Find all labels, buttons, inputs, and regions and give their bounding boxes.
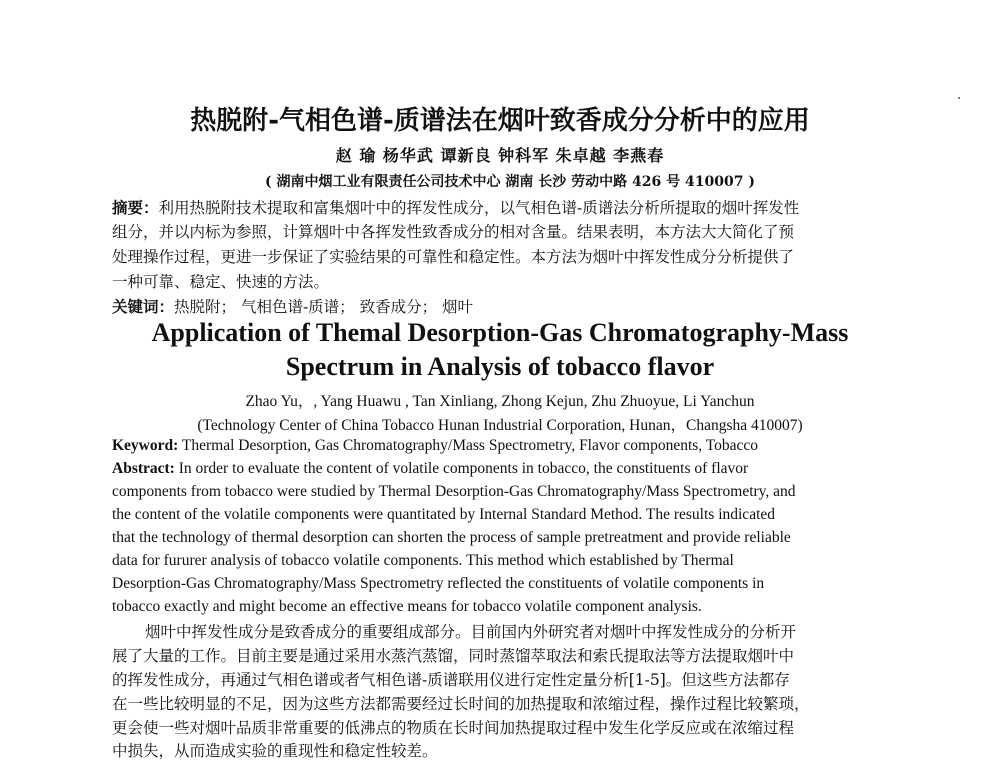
en-affiliation: (Technology Center of China Tobacco Hunan Industrial Corporation, Hunan，Changsha 410007) <box>197 417 803 434</box>
body-line: 中损失，从而造成实验的重现性和稳定性较差。 <box>112 742 438 760</box>
en-abstract-line: Desorption-Gas Chromatography/Mass Spectrometry reflected the constituents of volatile components in <box>112 575 765 592</box>
en-keywords: Thermal Desorption, Gas Chromatography/Mass Spectrometry, Flavor components, Tobacco <box>178 437 759 454</box>
cn-abstract-line: 一种可靠、稳定、快速的方法。 <box>112 273 330 291</box>
en-abstract-line: components from tobacco were studied by Thermal Desorption-Gas Chromatography/Mass Spectrometry, and <box>112 483 796 500</box>
body-line: 在一些比较明显的不足，因为这些方法都需要经过长时间的加热提取和浓缩过程，操作过程比较繁琐， <box>112 695 810 713</box>
stray-mark <box>958 97 960 99</box>
body-line: 的挥发性成分，再通过气相色谱或者气相色谱-质谱联用仪进行定性定量分析[1-5]。但这些方法都存 <box>112 671 790 689</box>
cn-keywords-label: 关键词： <box>112 298 175 316</box>
cn-keywords: 热脱附； 气相色谱-质谱； 致香成分； 烟叶 <box>174 298 474 316</box>
en-abstract-line: data for fururer analysis of tobacco volatile components. This method which established by Thermal <box>112 552 734 569</box>
cn-abstract-line <box>112 196 799 218</box>
body-line: 更会使一些对烟叶品质非常重要的低沸点的物质在长时间加热提取过程中发生化学反应或在浓缩过程 <box>112 719 795 737</box>
en-abstract-line: tobacco exactly and might become an effective means for tobacco volatile component analysis. <box>112 598 702 615</box>
en-authors: Zhao Yu，, Yang Huawu , Tan Xinliang, Zhong Kejun, Zhu Zhuoyue, Li Yanchun <box>245 393 755 410</box>
cn-abstract-label: 摘要： <box>112 199 159 217</box>
cn-authors: 赵 瑜 杨华武 谭新良 钟科军 朱卓越 李燕春 <box>335 146 665 165</box>
body-line: 烟叶中挥发性成分是致香成分的重要组成部分。目前国内外研究者对烟叶中挥发性成分的分析开 <box>145 623 797 641</box>
en-abstract-line <box>112 460 748 478</box>
en-keyword-label: Keyword: <box>112 437 179 454</box>
en-abstract-text: In order to evaluate the content of volatile components in tobacco, the constituents of flavor <box>174 460 749 477</box>
en-abstract-label: Abstract: <box>112 460 175 477</box>
cn-keywords-line <box>112 295 473 317</box>
en-title-line-2: Spectrum in Analysis of tobacco flavor <box>285 352 715 381</box>
cn-affiliation: ( 湖南中烟工业有限责任公司技术中心 湖南 长沙 劳动中路 426 号 410007 ) <box>265 174 755 190</box>
body-line: 展了大量的工作。目前主要是通过采用水蒸汽蒸馏，同时蒸馏萃取法和索氏提取法等方法提取烟叶中 <box>112 647 795 665</box>
cn-title: 热脱附-气相色谱-质谱法在烟叶致香成分分析中的应用 <box>190 106 810 136</box>
en-abstract-line: that the technology of thermal desorption can shorten the process of sample pretreatment and provide reliable <box>112 529 791 546</box>
cn-abstract-line: 组分，并以内标为参照，计算烟叶中各挥发性致香成分的相对含量。结果表明，本方法大大简化了预 <box>112 223 795 241</box>
en-keywords-line <box>112 437 758 455</box>
en-abstract-line: the content of the volatile components were quantitated by Internal Standard Method. The results indicated <box>112 506 776 523</box>
en-title-line-1: Application of Themal Desorption-Gas Chromatography-Mass <box>151 318 849 347</box>
cn-abstract-line: 处理操作过程，更进一步保证了实验结果的可靠性和稳定性。本方法为烟叶中挥发性成分分析提供了 <box>112 248 795 266</box>
cn-abstract-text: 利用热脱附技术提取和富集烟叶中的挥发性成分，以气相色谱-质谱法分析所提取的烟叶挥发性 <box>158 199 800 217</box>
